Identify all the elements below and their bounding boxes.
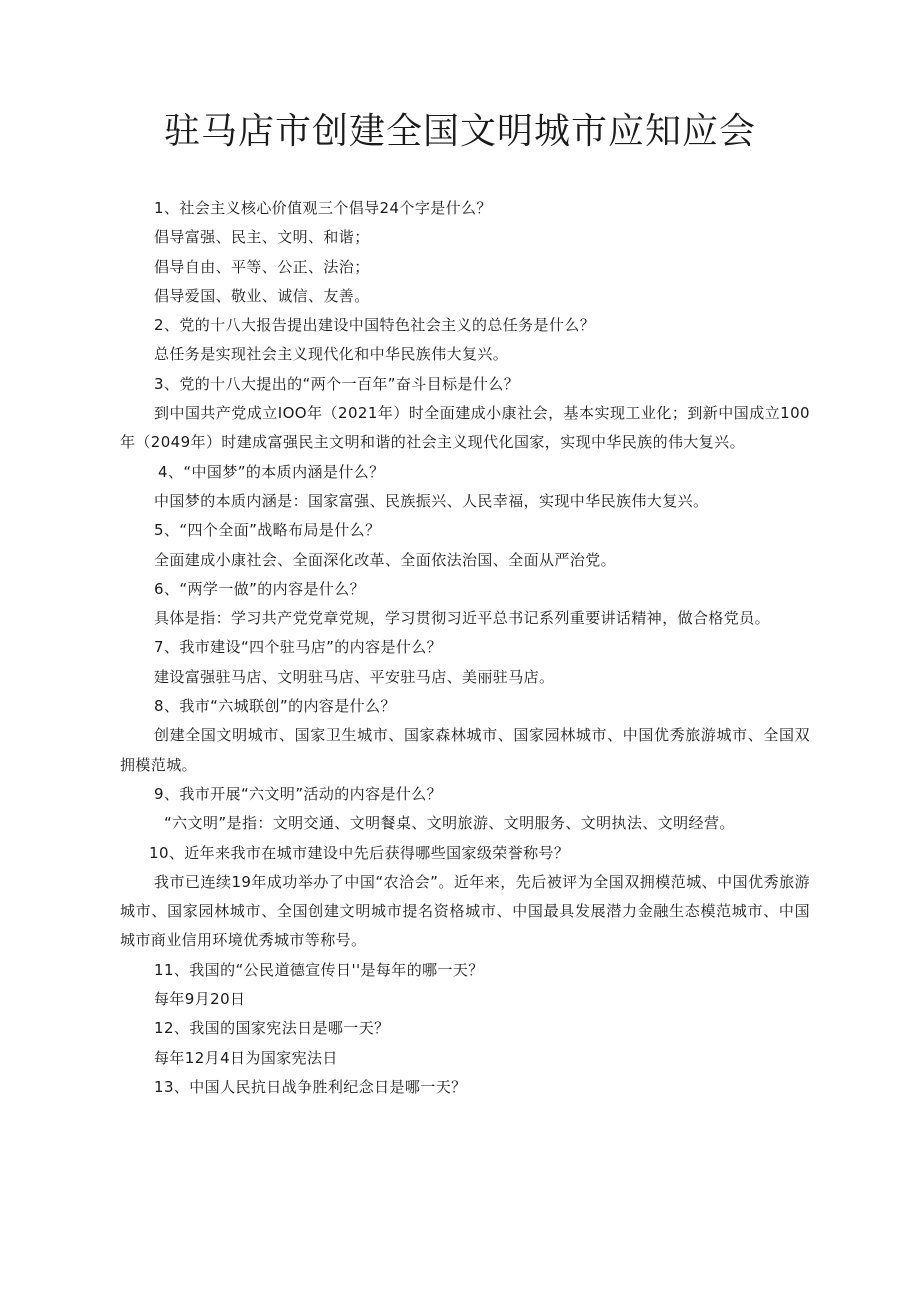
question-13: 13、中国人民抗日战争胜利纪念日是哪一天？ [154, 1077, 467, 1096]
question-5: 5、“四个全面”战略布局是什么？ [154, 521, 381, 540]
question-10: 10、近年来我市在城市建设中先后获得哪些国家级荣誉称号？ [149, 843, 570, 862]
answer-2: 总任务是实现社会主义现代化和中华民族伟大复兴。 [154, 345, 509, 364]
question-3: 3、党的十八大提出的“两个一百年”奋斗目标是什么？ [154, 374, 520, 393]
question-6: 6、“两学一做”的内容是什么？ [154, 579, 366, 598]
question-4: 4、“中国梦”的本质内涵是什么？ [158, 462, 385, 481]
answer-11: 每年9月20日 [154, 990, 246, 1009]
answer-1-line-2: 倡导自由、平等、公正、法治； [154, 257, 370, 276]
answer-12: 每年12月4日为国家宪法日 [154, 1048, 338, 1067]
answer-8: 创建全国文明城市、国家卫生城市、国家森林城市、国家园林城市、中国优秀旅游城市、全国双拥模范城。 [120, 726, 810, 774]
question-8: 8、我市“六城联创”的内容是什么？ [154, 697, 396, 716]
answer-7: 建设富强驻马店、文明驻马店、平安驻马店、美丽驻马店。 [154, 667, 555, 686]
question-2: 2、党的十八大报告提出建设中国特色社会主义的总任务是什么？ [154, 316, 596, 335]
question-9: 9、我市开展“六文明”活动的内容是什么？ [154, 784, 443, 803]
answer-10: 我市已连续19年成功举办了中国“农洽会”。近年来，先后被评为全国双拥模范城、中国优秀旅游城市、国家园林城市、全国创建文明城市提名资格城市、中国最具发展潜力金融生态模范城市、中国城市商业信用环境优秀城市等称号。 [120, 872, 810, 950]
answer-6: 具体是指：学习共产党党章党规，学习贯彻习近平总书记系列重要讲话精神，做合格党员。 [154, 609, 771, 628]
answer-3: 到中国共产党成立IOO年（2021年）时全面建成小康社会，基本实现工业化；到新中国成立100年（2049年）时建成富强民主文明和谐的社会主义现代化国家，实现中华民族的伟大复兴。 [120, 404, 810, 452]
answer-9: “六文明”是指：文明交通、文明餐桌、文明旅游、文明服务、文明执法、文明经营。 [164, 814, 735, 833]
answer-1-line-3: 倡导爱国、敬业、诚信、友善。 [154, 286, 370, 305]
answer-4: 中国梦的本质内涵是：国家富强、民族振兴、人民幸福，实现中华民族伟大复兴。 [154, 491, 709, 510]
document-body [120, 194, 810, 1102]
question-7: 7、我市建设“四个驻马店”的内容是什么？ [154, 638, 443, 657]
answer-1-line-1: 倡导富强、民主、文明、和谐； [154, 228, 370, 247]
question-11: 11、我国的“公民道德宣传日''是每年的哪一天？ [154, 960, 484, 979]
answer-5: 全面建成小康社会、全面深化改革、全面依法治国、全面从严治党。 [154, 550, 617, 569]
question-12: 12、我国的国家宪法日是哪一天？ [154, 1019, 390, 1038]
question-1: 1、社会主义核心价值观三个倡导24个字是什么？ [154, 199, 492, 217]
document-title: 驻马店市创建全国文明城市应知应会 [163, 111, 756, 152]
